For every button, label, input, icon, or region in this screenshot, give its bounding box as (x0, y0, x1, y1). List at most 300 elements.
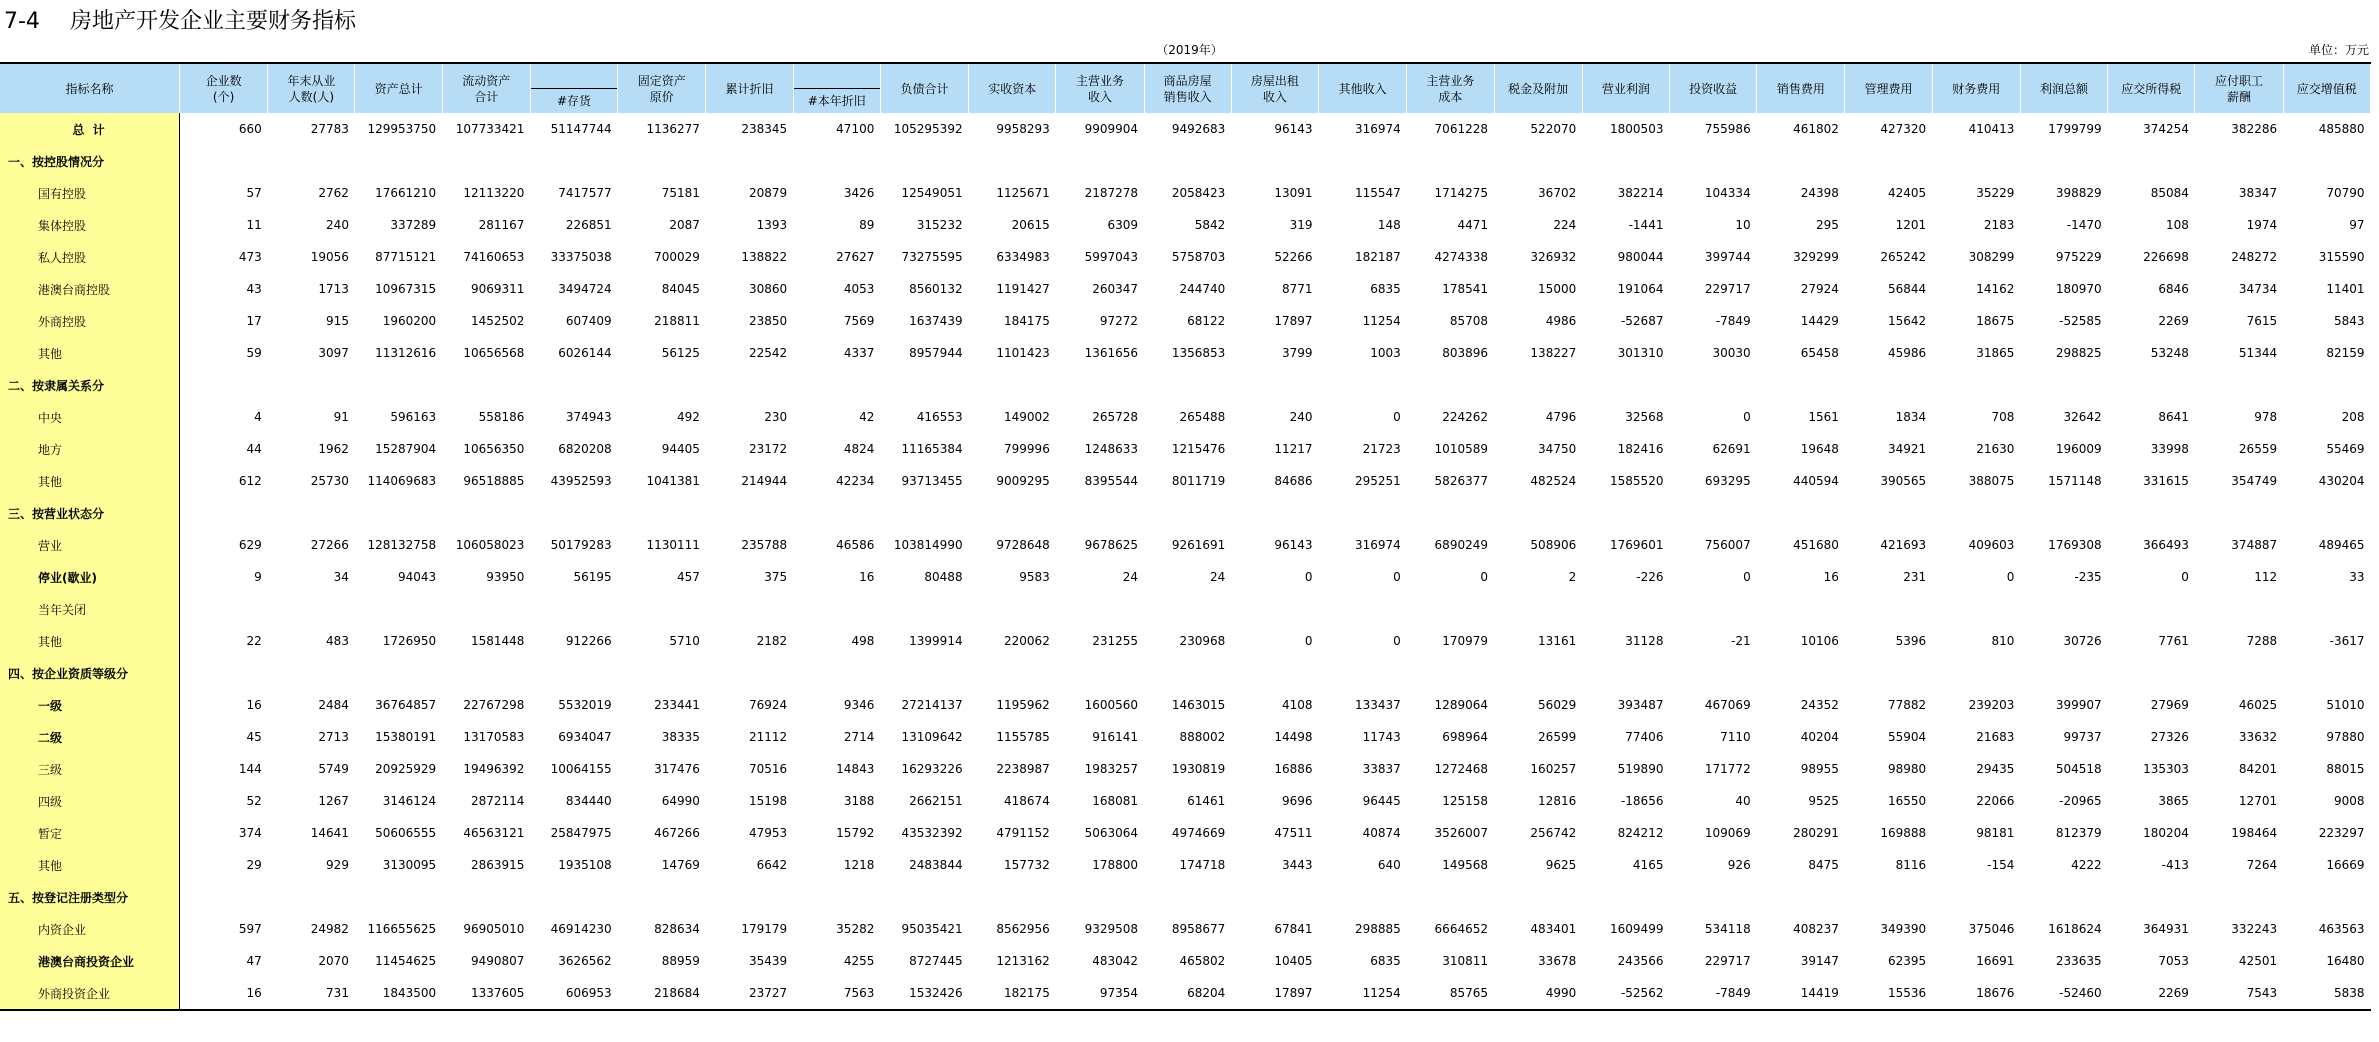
table-cell (1494, 497, 1582, 529)
table-cell: 178541 (1442, 282, 1488, 296)
table-cell: 337289 (390, 218, 437, 232)
table-cell: 319 (1289, 218, 1313, 232)
table-cell (268, 657, 355, 689)
table-cell: 2483844 (909, 858, 963, 872)
table-cell: 408237 (1793, 922, 1839, 936)
table-cell: 9069311 (470, 282, 525, 296)
table-cell: -52460 (2020, 977, 2107, 1010)
table-cell: 40874 (1362, 826, 1401, 840)
table-cell (2195, 369, 2283, 401)
table-cell: 229717 (1704, 282, 1751, 296)
table-cell: 53248 (2150, 346, 2189, 360)
table-cell (1932, 881, 2020, 913)
table-cell (1056, 593, 1144, 625)
table-cell: 240 (326, 218, 349, 232)
table-cell: 22767298 (463, 698, 525, 712)
table-cell: 168081 (1092, 794, 1139, 808)
table-cell: 329299 (1793, 250, 1839, 264)
table-cell: 42 (859, 410, 875, 424)
table-cell (880, 593, 968, 625)
table-cell: 410413 (1968, 122, 2015, 136)
table-cell: 226698 (2143, 250, 2189, 264)
table-cell (1582, 497, 1669, 529)
table-cell: 5842 (1194, 218, 1226, 232)
table-cell: 1201 (1895, 218, 1927, 232)
table-cell: 1843500 (355, 977, 442, 1010)
table-cell: 5749 (318, 762, 349, 776)
column-header: 销售费用 (1757, 63, 1845, 113)
table-cell: 331615 (2143, 474, 2189, 488)
table-cell (1319, 369, 1407, 401)
table-cell: 8116 (1895, 858, 1927, 872)
table-cell (2020, 145, 2107, 177)
table-cell (530, 369, 617, 401)
table-cell (1231, 657, 1318, 689)
table-cell: 51147744 (550, 122, 612, 136)
column-header: 企业数 (个) (179, 63, 267, 113)
table-cell: 1585520 (1610, 474, 1664, 488)
table-cell: 18676 (1932, 977, 2020, 1010)
table-cell: 8727445 (909, 954, 963, 968)
row-label: 三、按营业状态分 (0, 497, 179, 529)
table-cell (880, 145, 968, 177)
table-cell: 4471 (1457, 218, 1488, 232)
table-cell: 640 (1377, 858, 1401, 872)
table-cell: 23850 (748, 314, 788, 328)
table-cell: 9 (254, 570, 262, 584)
table-cell: 46025 (2238, 698, 2278, 712)
table-cell: 20925929 (375, 762, 437, 776)
row-label: 二级 (0, 721, 179, 753)
table-cell: 233635 (2055, 954, 2102, 968)
table-cell: 980044 (1617, 250, 1664, 264)
table-cell (2020, 369, 2107, 401)
table-cell: 5532019 (558, 698, 612, 712)
table-cell: 115547 (1354, 186, 1401, 200)
table-cell: -52585 (2059, 314, 2102, 328)
table-cell: 9329508 (1084, 922, 1139, 936)
table-cell: 34734 (2238, 282, 2278, 296)
table-cell: 229717 (1704, 954, 1751, 968)
table-cell: 36702 (1538, 186, 1577, 200)
table-cell: 9625 (1545, 858, 1577, 872)
table-cell: 91 (333, 410, 349, 424)
column-header: #存货 (530, 89, 617, 114)
table-cell: 3443 (1281, 858, 1313, 872)
table-cell (1757, 145, 1845, 177)
table-cell: 483 (326, 634, 349, 648)
table-cell: 15792 (836, 826, 875, 840)
table-header (0, 63, 2371, 113)
table-cell: 0 (1393, 634, 1401, 648)
table-cell: 21723 (1362, 442, 1401, 456)
table-cell: 1399914 (909, 634, 963, 648)
table-cell: 75181 (661, 186, 700, 200)
table-cell: 191064 (1617, 282, 1664, 296)
table-cell (1056, 369, 1144, 401)
table-cell (1757, 497, 1845, 529)
table-cell: 27783 (310, 122, 349, 136)
row-label: 外商投资企业 (0, 977, 179, 1010)
table-cell: 16 (859, 570, 875, 584)
table-cell (1582, 369, 1669, 401)
table-cell: 19648 (1800, 442, 1839, 456)
table-cell: 114069683 (367, 474, 437, 488)
row-label: 二、按隶属关系分 (0, 369, 179, 401)
table-cell: 96518885 (463, 474, 525, 488)
table-cell: 1289064 (1434, 698, 1488, 712)
table-cell: 7569 (843, 314, 875, 328)
table-cell: 1337605 (442, 977, 530, 1010)
table-cell: 24982 (310, 922, 349, 936)
row-label: 四、按企业资质等级分 (0, 657, 179, 689)
table-cell: 16886 (1274, 762, 1313, 776)
table-row (0, 881, 2371, 913)
table-cell: 27627 (836, 250, 875, 264)
table-cell: 1637439 (909, 314, 963, 328)
table-cell: 7061228 (1434, 122, 1488, 136)
table-cell: 65458 (1800, 346, 1839, 360)
column-header: 固定资产 原价 (618, 63, 706, 113)
table-cell (1845, 881, 1932, 913)
table-cell: 14843 (836, 762, 875, 776)
table-cell (1319, 497, 1407, 529)
table-cell: 301310 (1617, 346, 1664, 360)
table-cell: 265488 (1179, 410, 1226, 424)
table-cell: 17 (246, 314, 262, 328)
table-cell: 11454625 (375, 954, 437, 968)
table-cell: 179179 (741, 922, 788, 936)
table-cell: 1769308 (2048, 538, 2102, 552)
table-cell: 265242 (1880, 250, 1927, 264)
table-cell: 135303 (2143, 762, 2189, 776)
column-header: 房屋出租 收入 (1231, 63, 1318, 113)
table-cell: 93950 (486, 570, 525, 584)
table-cell: 465802 (1179, 954, 1226, 968)
table-cell: -413 (2161, 858, 2189, 872)
table-number: 7-4 (4, 9, 40, 34)
table-cell: 51010 (2326, 698, 2365, 712)
table-cell (1582, 145, 1669, 177)
table-cell: 103814990 (893, 538, 963, 552)
table-cell: 73275595 (901, 250, 963, 264)
table-cell: 7053 (2158, 954, 2189, 968)
table-cell (442, 881, 530, 913)
table-cell: 1960200 (382, 314, 437, 328)
table-cell (1582, 657, 1669, 689)
table-cell: 504518 (2055, 762, 2102, 776)
row-label: 当年关闭 (0, 593, 179, 625)
table-cell (1932, 369, 2020, 401)
table-cell: 96143 (1274, 122, 1313, 136)
table-cell: 3526007 (1434, 826, 1488, 840)
table-cell (618, 657, 706, 689)
table-cell (1757, 881, 1845, 913)
table-cell: 13161 (1538, 634, 1577, 648)
table-cell: 22 (246, 634, 262, 648)
table-cell: 7543 (2195, 977, 2283, 1010)
table-cell: 2182 (756, 634, 788, 648)
table-cell: 483042 (1092, 954, 1139, 968)
table-cell: -226 (1636, 570, 1664, 584)
table-cell (2108, 497, 2195, 529)
table-cell: 36764857 (375, 698, 437, 712)
table-cell (793, 593, 880, 625)
table-cell: 85084 (2150, 186, 2189, 200)
table-cell: 7761 (2158, 634, 2189, 648)
table-cell: 3494724 (558, 282, 612, 296)
table-cell: 95035421 (901, 922, 963, 936)
table-row (0, 529, 2371, 561)
table-cell (2020, 881, 2107, 913)
table-cell: 508906 (1530, 538, 1577, 552)
table-cell: 1010589 (1434, 442, 1488, 456)
table-cell: 7615 (2246, 314, 2278, 328)
table-row (0, 177, 2371, 209)
table-cell: 375046 (1968, 922, 2015, 936)
table-cell: 978 (2254, 410, 2278, 424)
table-cell (530, 497, 617, 529)
table-cell (530, 593, 617, 625)
table-cell: 42501 (2238, 954, 2278, 968)
table-cell: 67841 (1274, 922, 1313, 936)
table-cell: 10967315 (375, 282, 437, 296)
table-cell (442, 657, 530, 689)
table-cell: 1935108 (558, 858, 612, 872)
table-cell: 824212 (1617, 826, 1664, 840)
table-cell: 2187278 (1084, 186, 1139, 200)
table-cell: 243566 (1617, 954, 1664, 968)
table-cell: 99737 (2063, 730, 2102, 744)
table-cell: 47100 (836, 122, 875, 136)
table-cell (880, 497, 968, 529)
table-cell: 11743 (1362, 730, 1401, 744)
table-cell: 56844 (1887, 282, 1927, 296)
table-cell: 1930819 (1171, 762, 1226, 776)
table-cell: 35282 (836, 922, 875, 936)
table-cell: 2713 (318, 730, 349, 744)
table-cell: 174718 (1179, 858, 1226, 872)
table-cell: 2 (1568, 570, 1577, 584)
table-cell: 87715121 (375, 250, 437, 264)
table-cell: 1155785 (996, 730, 1050, 744)
table-cell: 975229 (2055, 250, 2102, 264)
table-cell (618, 369, 706, 401)
table-cell: 30860 (748, 282, 788, 296)
table-cell: 40 (1735, 794, 1751, 808)
table-cell: 2872114 (470, 794, 525, 808)
table-cell (1845, 657, 1932, 689)
table-cell: 24398 (1800, 186, 1839, 200)
table-cell: 62691 (1712, 442, 1751, 456)
table-cell: 20615 (1011, 218, 1050, 232)
table-cell: 1609499 (1610, 922, 1664, 936)
table-cell: 0 (1393, 570, 1401, 584)
table-cell: 4337 (843, 346, 875, 360)
table-cell: 349390 (1880, 922, 1927, 936)
table-cell: 316974 (1354, 538, 1401, 552)
table-title (4, 4, 356, 35)
table-cell: 5063064 (1084, 826, 1139, 840)
table-cell: 16293226 (901, 762, 963, 776)
table-cell (1932, 593, 2020, 625)
table-cell: 4222 (2071, 858, 2102, 872)
table-cell: 812379 (2055, 826, 2102, 840)
table-cell: 755986 (1704, 122, 1751, 136)
table-cell: 57 (246, 186, 262, 200)
table-cell (1582, 881, 1669, 913)
table-cell (179, 657, 267, 689)
table-cell: 374254 (2143, 122, 2189, 136)
table-cell: -235 (2074, 570, 2102, 584)
table-cell: 3865 (2158, 794, 2189, 808)
column-header: 年末从业 人数(人) (268, 63, 355, 113)
table-cell (442, 593, 530, 625)
table-row (0, 561, 2371, 593)
table-cell: 1983257 (1084, 762, 1139, 776)
table-cell: 2183 (1983, 218, 2015, 232)
table-row (0, 305, 2371, 337)
table-cell: 4 (254, 410, 262, 424)
table-row (0, 913, 2371, 945)
table-cell: 8957944 (909, 346, 963, 360)
column-header: 资产总计 (355, 63, 442, 113)
table-cell: 226851 (565, 218, 612, 232)
table-cell: 171772 (1704, 762, 1751, 776)
table-cell (1494, 881, 1582, 913)
table-cell: 15287904 (375, 442, 437, 456)
table-cell: 5838 (2283, 977, 2370, 1010)
table-cell (1494, 145, 1582, 177)
table-cell (355, 657, 442, 689)
table-cell: 17661210 (375, 186, 437, 200)
table-cell: 1101423 (996, 346, 1050, 360)
table-cell (1319, 881, 1407, 913)
table-cell: 62395 (1887, 954, 1927, 968)
table-cell (1056, 497, 1144, 529)
table-cell (706, 593, 793, 625)
table-cell: 16669 (2326, 858, 2365, 872)
table-cell: 1215476 (1171, 442, 1226, 456)
table-cell: 2070 (318, 954, 349, 968)
table-cell: 82159 (2326, 346, 2365, 360)
table-cell: 94405 (661, 442, 700, 456)
table-cell: 6934047 (558, 730, 612, 744)
table-cell: 97272 (1099, 314, 1139, 328)
table-cell (1845, 369, 1932, 401)
row-label: 私人控股 (0, 241, 179, 273)
table-cell: 107733421 (455, 122, 525, 136)
table-cell (1407, 497, 1494, 529)
table-cell: 1834 (1895, 410, 1927, 424)
table-cell: 354749 (2231, 474, 2278, 488)
table-cell: 116655625 (367, 922, 437, 936)
table-cell: 5710 (669, 634, 700, 648)
table-cell: 198464 (2231, 826, 2278, 840)
table-cell (1056, 657, 1144, 689)
table-cell: 308299 (1968, 250, 2015, 264)
table-cell (1319, 657, 1407, 689)
table-cell: 418674 (1004, 794, 1050, 808)
table-cell (442, 369, 530, 401)
table-cell: 483401 (1530, 922, 1577, 936)
table-cell: 70516 (748, 762, 788, 776)
table-cell (1407, 593, 1494, 625)
table-cell: 799996 (1004, 442, 1050, 456)
table-cell: 68204 (1144, 977, 1231, 1010)
table-cell: 6820208 (558, 442, 612, 456)
table-cell: 223297 (2318, 826, 2365, 840)
table-cell (1845, 497, 1932, 529)
table-cell: 295251 (1354, 474, 1401, 488)
table-row (0, 209, 2371, 241)
table-cell: 238345 (741, 122, 788, 136)
table-cell: 519890 (1617, 762, 1664, 776)
table-cell: 1600560 (1084, 698, 1139, 712)
table-cell: 440594 (1793, 474, 1839, 488)
table-cell: 11 (246, 218, 262, 232)
table-cell (1932, 497, 2020, 529)
table-cell (1407, 657, 1494, 689)
table-cell: 10405 (1274, 954, 1313, 968)
table-cell: 84201 (2238, 762, 2278, 776)
table-cell: 6334983 (996, 250, 1050, 264)
table-cell: 97354 (1056, 977, 1144, 1010)
table-cell: 708 (1991, 410, 2015, 424)
table-cell: 485880 (2318, 122, 2365, 136)
table-cell: 8475 (1808, 858, 1839, 872)
table-cell: 34921 (1887, 442, 1927, 456)
table-cell: 21683 (1976, 730, 2015, 744)
table-cell: 1452502 (470, 314, 525, 328)
table-cell (793, 497, 880, 529)
table-cell: 534118 (1704, 922, 1751, 936)
table-cell: 26599 (1538, 730, 1577, 744)
table-cell (355, 145, 442, 177)
table-cell: 10656350 (463, 442, 525, 456)
table-cell: 5396 (1895, 634, 1927, 648)
table-cell: 5997043 (1084, 250, 1139, 264)
table-cell: 11217 (1274, 442, 1313, 456)
table-cell: 98181 (1976, 826, 2015, 840)
table-cell: 14419 (1757, 977, 1845, 1010)
table-cell: 4108 (1281, 698, 1313, 712)
table-row (0, 369, 2371, 401)
table-cell: 7264 (2246, 858, 2278, 872)
table-row (0, 977, 2371, 1010)
table-cell: 27924 (1800, 282, 1839, 296)
table-cell: 105295392 (893, 122, 963, 136)
table-row (0, 465, 2371, 497)
column-header: 主营业务 收入 (1056, 63, 1144, 113)
table-cell: 8395544 (1084, 474, 1139, 488)
table-cell: 89 (859, 218, 875, 232)
table-cell (2020, 497, 2107, 529)
table-cell: 97880 (2326, 730, 2365, 744)
table-cell: 298825 (2055, 346, 2102, 360)
table-cell: 45 (246, 730, 262, 744)
table-cell: 50179283 (550, 538, 612, 552)
table-cell: 1041381 (646, 474, 700, 488)
row-label: 暂定 (0, 817, 179, 849)
table-year: （2019年） (1156, 43, 1223, 57)
table-cell: 4974669 (1171, 826, 1226, 840)
table-cell (355, 593, 442, 625)
table-cell: 912266 (565, 634, 612, 648)
table-cell: 4824 (843, 442, 875, 456)
table-cell: 25730 (310, 474, 349, 488)
table-cell: -3617 (2329, 634, 2365, 648)
